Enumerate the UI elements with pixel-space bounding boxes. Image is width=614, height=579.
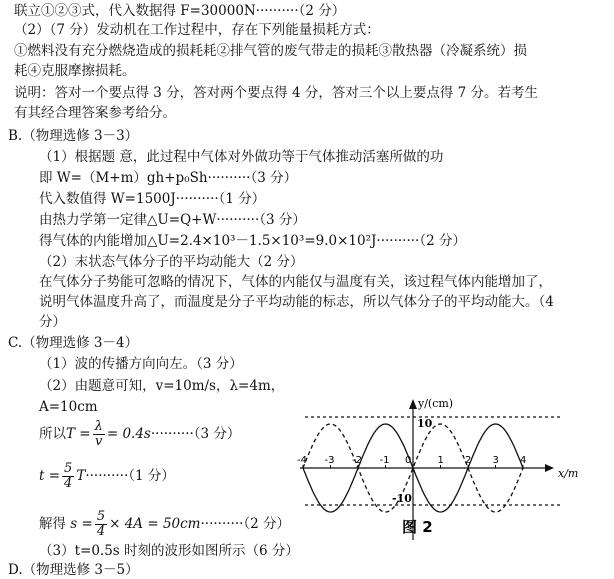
x-tick-label: 1 [437,455,444,466]
x-tick-label: 4 [520,455,527,466]
text-line-1: 联立①②③式，代入数据得 F=30000N··········（2 分） [14,3,346,19]
graph-caption: 图 2 [402,518,433,536]
text-line-10: 代入数值得 W=1500J··········（1 分） [39,191,266,207]
y-positive-label: 10 [417,417,433,430]
x-tick-label: -2 [352,455,362,466]
section-c-heading: C.（物理选修 3－4） [8,335,139,351]
section-d-heading: D.（物理选修 3－5） [8,562,139,578]
x-tick-label: -1 [379,455,390,466]
text-line-4: 耗④克服摩擦损耗。 [14,63,136,79]
text-line-18: （1）波的传播方向向左。（3 分） [39,356,243,372]
x-tick-label: -4 [297,455,307,466]
x-tick-label: -3 [324,455,335,466]
text-line-20: A=10cm [39,399,98,415]
text-line-14: 在气体分子势能可忽略的情况下，气体的内能仅与温度有关，该过程气体内能增加了， [39,274,552,290]
text-line-3: ①燃料没有充分燃烧造成的损耗耗②排气管的废气带走的损耗③散热器（冷凝系统）损 [14,43,527,59]
text-line-13: （2）末状态气体分子的平均动能大（2 分） [39,254,304,270]
text-line-6: 有其经合理答案参考给分。 [14,105,176,121]
y-axis-arrow [409,399,417,409]
text-line-9: 即 W=（M+m）gh+p₀Sh··········（3 分） [39,170,298,186]
text-line-16: 分） [39,314,66,330]
x-axis-label: x/m [558,467,579,480]
text-line-2: （2）（7 分）发动机在工作过程中，存在下列能量损耗方式： [14,22,380,38]
text-line-19: （2）由题意可知，v=10m/s，λ=4m， [39,378,285,394]
wave-graph [290,395,590,545]
text-line-12: 得气体的内能增加△U=2.4×10³－1.5×10³=9.0×10²J··········（2 分） [39,233,466,249]
y-axis-label: y/(cm) [418,397,454,410]
text-line-5: 说明：答对一个要点得 3 分，答对两个要点得 4 分，答对三个以上要点得 7 分。若考生 [14,85,539,101]
formula-time: t = $\frac{5}{4}$ T··········（1 分） [39,461,175,491]
section-b-heading: B.（物理选修 3－3） [8,128,139,144]
x-tick-label: 0 [405,455,412,466]
text-line-25: （3）t=0.5s 时刻的波形如图所示（6 分） [39,543,299,559]
y-negative-label: -10 [392,492,412,505]
formula-distance: 解得 s = $\frac{5}{4}$ × 4A = 50cm··········（2 分） [39,509,291,539]
text-line-8: （1）根据题 意，此过程中气体对外做功等于气体推动活塞所做的功 [39,149,444,165]
x-tick-label: 3 [492,455,499,466]
x-tick-label: 2 [465,455,472,466]
x-axis-arrow [545,464,554,472]
text-line-15: 说明气体温度升高了，而温度是分子平均动能的标志，所以气体分子的平均动能大。（4 [39,294,554,310]
text-line-11: 由热力学第一定律△U=Q+W··········（3 分） [39,212,306,228]
formula-period: 所以T = $\frac{\lambda}{v}$ = 0.4s··········（3 分） [39,419,241,449]
